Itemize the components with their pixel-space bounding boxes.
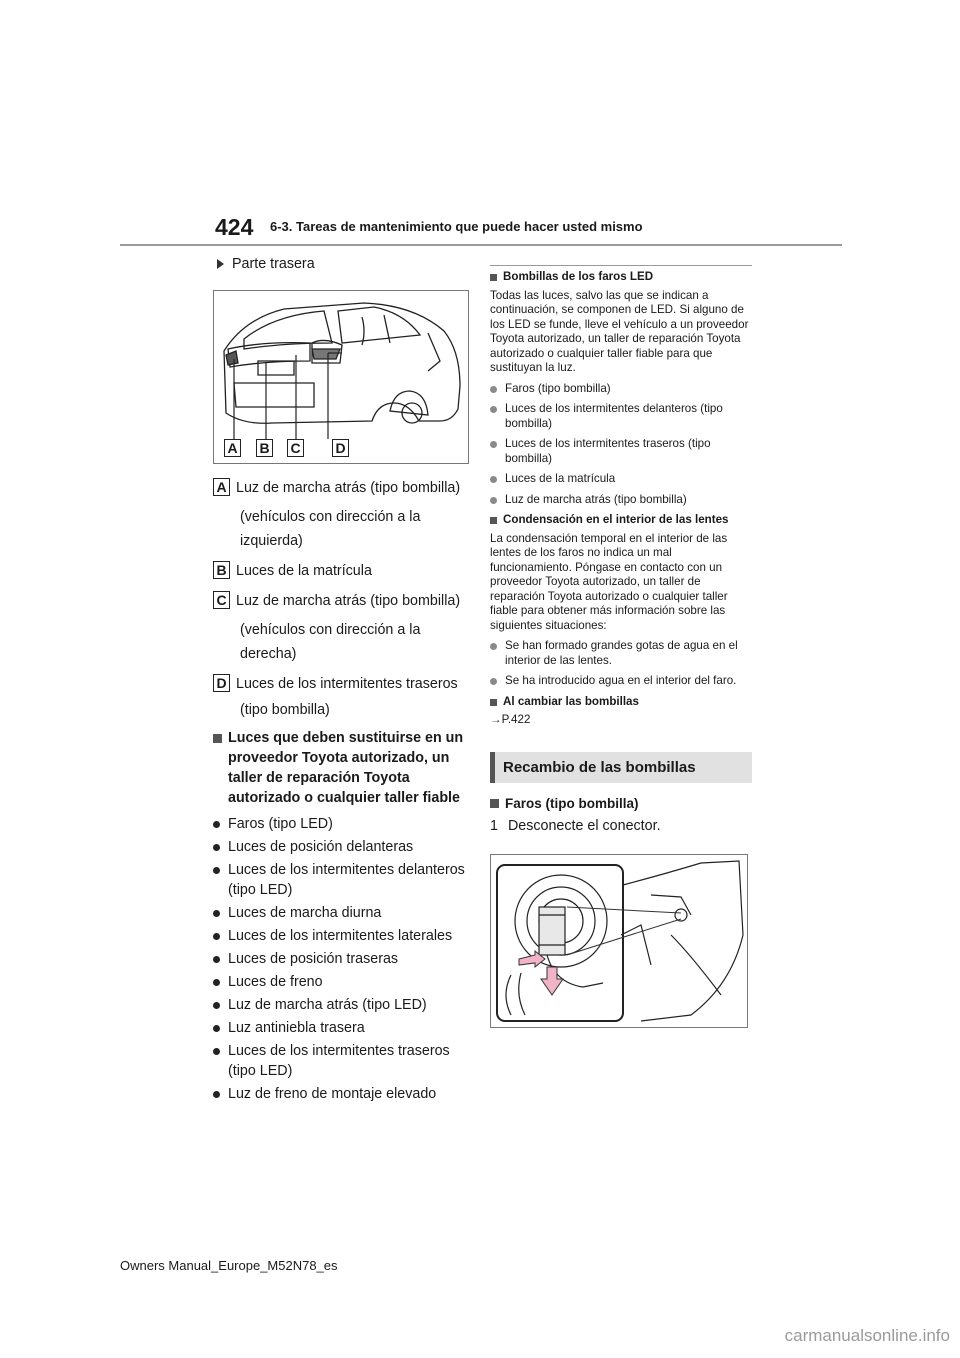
- section-title-bar: Recambio de las bombillas: [490, 752, 752, 783]
- bullet-dot-icon: [213, 867, 220, 874]
- bullet-dot-icon: [213, 1048, 220, 1055]
- legend-label: B: [213, 561, 230, 579]
- page-number: 424: [215, 214, 254, 240]
- list-item: Luz de marcha atrás (tipo LED): [213, 995, 473, 1015]
- list-item: Luz antiniebla trasera: [213, 1018, 473, 1038]
- bullet-dot-icon: [490, 386, 497, 393]
- bullet-dot-icon: [213, 844, 220, 851]
- bullet-dot-icon: [490, 497, 497, 504]
- list-item: Luces de la matrícula: [490, 472, 752, 487]
- legend-item-d: [213, 672, 473, 722]
- condensation-paragraph: La condensación temporal en el interior de las lentes de los faros no indica un mal funcionamiento. Póngase en contacto con un proveedor Toyota autorizado, un taller de reparación Toyota autorizado o cualquier taller fiable para obtener más información sobre las siguientes situaciones:: [490, 531, 728, 632]
- subheading-rear: [213, 254, 473, 274]
- headlight-connector-illustration: [491, 855, 747, 1027]
- led-exceptions-list: [490, 382, 752, 508]
- heading-dealer-replacement: [213, 728, 473, 808]
- square-bullet-icon: [213, 734, 222, 743]
- bullet-dot-icon: [213, 956, 220, 963]
- bullet-dot-icon: [490, 643, 497, 650]
- bullet-dot-icon: [213, 821, 220, 828]
- bullet-dot-icon: [490, 406, 497, 413]
- triangle-bullet-icon: [217, 259, 224, 269]
- bullet-dot-icon: [213, 1091, 220, 1098]
- legend-text: Luces de los intermitentes traseros: [236, 676, 458, 692]
- footer-doc-id: Owners Manual_Europe_M52N78_es: [120, 1258, 338, 1273]
- list-item: Luces de los intermitentes delanteros (tipo LED): [213, 860, 473, 900]
- legend-text: Luz de marcha atrás (tipo bombilla): [236, 480, 461, 496]
- list-item: Luces de posición delanteras: [213, 837, 473, 857]
- left-column: [213, 254, 473, 1107]
- page-reference: [490, 713, 752, 728]
- right-column: [490, 265, 752, 1028]
- heading-condensation: Condensación en el interior de las lentes: [490, 513, 752, 528]
- list-item: Luces de marcha diurna: [213, 903, 473, 923]
- legend-text-cont: (vehículos con dirección a la derecha): [240, 622, 421, 662]
- list-item: Faros (tipo bombilla): [490, 382, 752, 397]
- bullet-dot-icon: [490, 678, 497, 685]
- watermark: carmanualsonline.info: [784, 1326, 950, 1345]
- list-item: Luces de los intermitentes traseros (tipo bombilla): [490, 437, 752, 466]
- list-item: Se ha introducido agua en el interior del faro.: [490, 674, 752, 689]
- list-item: Se han formado grandes gotas de agua en el interior de las lentes.: [490, 639, 752, 668]
- car-rear-illustration: [214, 291, 468, 463]
- list-item: Luces de los intermitentes laterales: [213, 926, 473, 946]
- header-divider: [120, 244, 842, 246]
- list-item: Luces de los intermitentes delanteros (tipo bombilla): [490, 402, 752, 431]
- bullet-dot-icon: [490, 441, 497, 448]
- legend-text-cont: (vehículos con dirección a la izquierda): [240, 509, 421, 549]
- legend-item-c: [213, 589, 473, 666]
- square-bullet-icon: [490, 699, 497, 706]
- led-paragraph: Todas las luces, salvo las que se indican a continuación, se componen de LED. Si alguno de los LED se funde, lleve el vehículo a un proveedor Toyota autorizado, un taller de reparación Toyota autorizado o cualquier taller fiable para que sustituyan la luz.: [490, 288, 749, 374]
- section-header-title: 6-3. Tareas de mantenimiento que puede hacer usted mismo: [270, 219, 643, 234]
- bullet-dot-icon: [213, 1025, 220, 1032]
- legend-label: C: [213, 591, 230, 609]
- figure-legend: [213, 476, 473, 722]
- step-text: Desconecte el conector.: [507, 817, 661, 834]
- square-bullet-icon: [490, 517, 497, 524]
- list-item: Luces de posición traseras: [213, 949, 473, 969]
- heading-bulb-change: Al cambiar las bombillas: [490, 695, 752, 710]
- page-reference-link[interactable]: P.422: [501, 713, 531, 726]
- legend-text: Luz de marcha atrás (tipo bombilla): [236, 593, 461, 609]
- top-rule: [490, 265, 752, 266]
- legend-text-cont: (tipo bombilla): [240, 702, 330, 718]
- legend-text: Luces de la matrícula: [236, 563, 372, 579]
- subheading-label: Parte trasera: [232, 256, 315, 272]
- list-item: Luz de freno de montaje elevado: [213, 1084, 473, 1104]
- list-item: Luces de freno: [213, 972, 473, 992]
- list-item: Luces de los intermitentes traseros (tipo LED): [213, 1041, 473, 1081]
- figure-label-a: A: [224, 439, 241, 457]
- condensation-list: [490, 639, 752, 689]
- bullet-dot-icon: [213, 910, 220, 917]
- legend-item-b: [213, 559, 473, 583]
- heading-text: Luces que deben sustituirse en un proveedor Toyota autorizado, un taller de reparación Toyota autorizado o cualquier taller fiable: [228, 730, 464, 806]
- list-item: Luz de marcha atrás (tipo bombilla): [490, 493, 752, 508]
- rear-lights-figure: [213, 290, 469, 464]
- legend-item-a: [213, 476, 473, 553]
- square-bullet-icon: [490, 274, 497, 281]
- figure-label-b: B: [256, 439, 273, 457]
- legend-label: D: [213, 674, 230, 692]
- heading-faros: Faros (tipo bombilla): [490, 795, 752, 812]
- figure-label-c: C: [287, 439, 304, 457]
- bullet-dot-icon: [213, 933, 220, 940]
- square-bullet-icon: [490, 799, 499, 808]
- step-1: [490, 816, 752, 836]
- headlight-connector-figure: [490, 854, 748, 1028]
- bullet-dot-icon: [213, 1002, 220, 1009]
- dealer-lights-list: [213, 814, 473, 1104]
- heading-led: Bombillas de los faros LED: [490, 270, 752, 285]
- legend-label: A: [213, 478, 230, 496]
- arrow-right-icon: →: [490, 713, 502, 726]
- step-number: 1: [490, 817, 498, 834]
- bullet-dot-icon: [490, 476, 497, 483]
- figure-label-d: D: [332, 439, 349, 457]
- list-item: Faros (tipo LED): [213, 814, 473, 834]
- bullet-dot-icon: [213, 979, 220, 986]
